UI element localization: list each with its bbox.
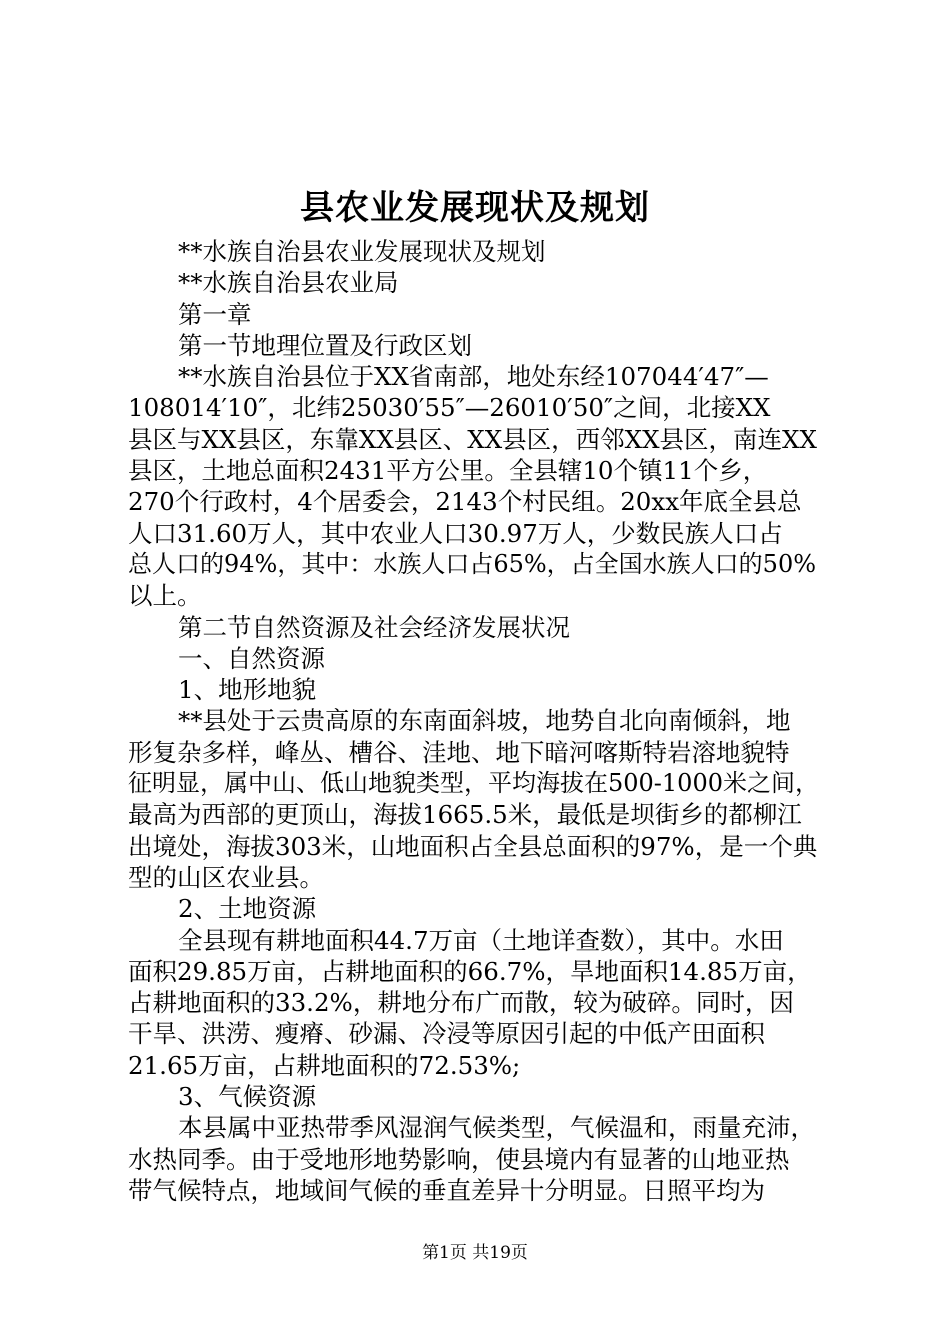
text-line: 占耕地面积的33.2%，耕地分布广而散，较为破碎。同时，因 [128,988,794,1018]
text-line: 最高为西部的更顶山，海拔1665.5米，最低是坝街乡的都柳江 [128,800,802,830]
text-line: 全县现有耕地面积44.7万亩（土地详查数），其中。水田 [178,925,784,955]
text-line: 2、土地资源 [178,894,317,924]
text-line: 3、气候资源 [178,1082,317,1112]
text-line: 第一章 [178,299,252,329]
text-line: **水族自治县位于XX省南部，地处东经107044′47″— [178,362,769,392]
text-line: 总人口的94%，其中：水族人口占65%，占全国水族人口的50% [128,549,817,578]
text-line: 21.65万亩，占耕地面积的72.53%; [128,1050,521,1080]
text-line: 1、地形地貌 [178,675,317,705]
page-title: 县农业发展现状及规划 [300,188,650,228]
text-line: 面积29.85万亩，占耕地面积的66.7%，旱地面积14.85万亩， [128,956,812,986]
text-line: 型的山区农业县。 [128,862,324,892]
text-line: 县区，土地总面积2431平方公里。全县辖10个镇11个乡， [128,456,768,486]
text-line: 270个行政村，4个居委会，2143个村民组。20xx年底全县总 [128,487,802,517]
document-body [128,236,828,1206]
page-footer: 第1页 共19页 [422,1243,528,1263]
text-line: **水族自治县农业发展现状及规划 [178,237,546,266]
text-line: 带气候特点，地域间气候的垂直差异十分明显。日照平均为 [128,1175,765,1205]
text-line: 形复杂多样，峰丛、槽谷、洼地、地下暗河喀斯特岩溶地貌特 [128,737,790,767]
text-line: 第二节自然资源及社会经济发展状况 [178,612,570,642]
text-line: 一、自然资源 [178,643,325,673]
text-line: 水热同季。由于受地形地势影响，使县境内有显著的山地亚热 [128,1144,790,1174]
text-line: 以上。 [128,581,202,611]
text-line: 干旱、洪涝、瘦瘠、砂漏、冷浸等原因引起的中低产田面积 [128,1019,765,1049]
text-line: 县区与XX县区，东靠XX县区、XX县区，西邻XX县区，南连XX [128,424,817,454]
text-line: **水族自治县农业局 [178,268,399,298]
text-line: 人口31.60万人，其中农业人口30.97万人，少数民族人口占 [128,518,783,548]
text-line: 本县属中亚热带季风湿润气候类型，气候温和，雨量充沛， [178,1113,815,1143]
text-line: 第一节地理位置及行政区划 [178,330,472,360]
text-line: 出境处，海拔303米，山地面积占全县总面积的97%，是一个典 [128,831,818,861]
text-line: 征明显，属中山、低山地貌类型，平均海拔在500-1000米之间， [128,769,819,798]
text-line: **县处于云贵高原的东南面斜坡，地势自北向南倾斜，地 [178,706,791,736]
text-line: 108014′10″，北纬25030′55″—26010′50″之间，北接XX [128,393,771,423]
